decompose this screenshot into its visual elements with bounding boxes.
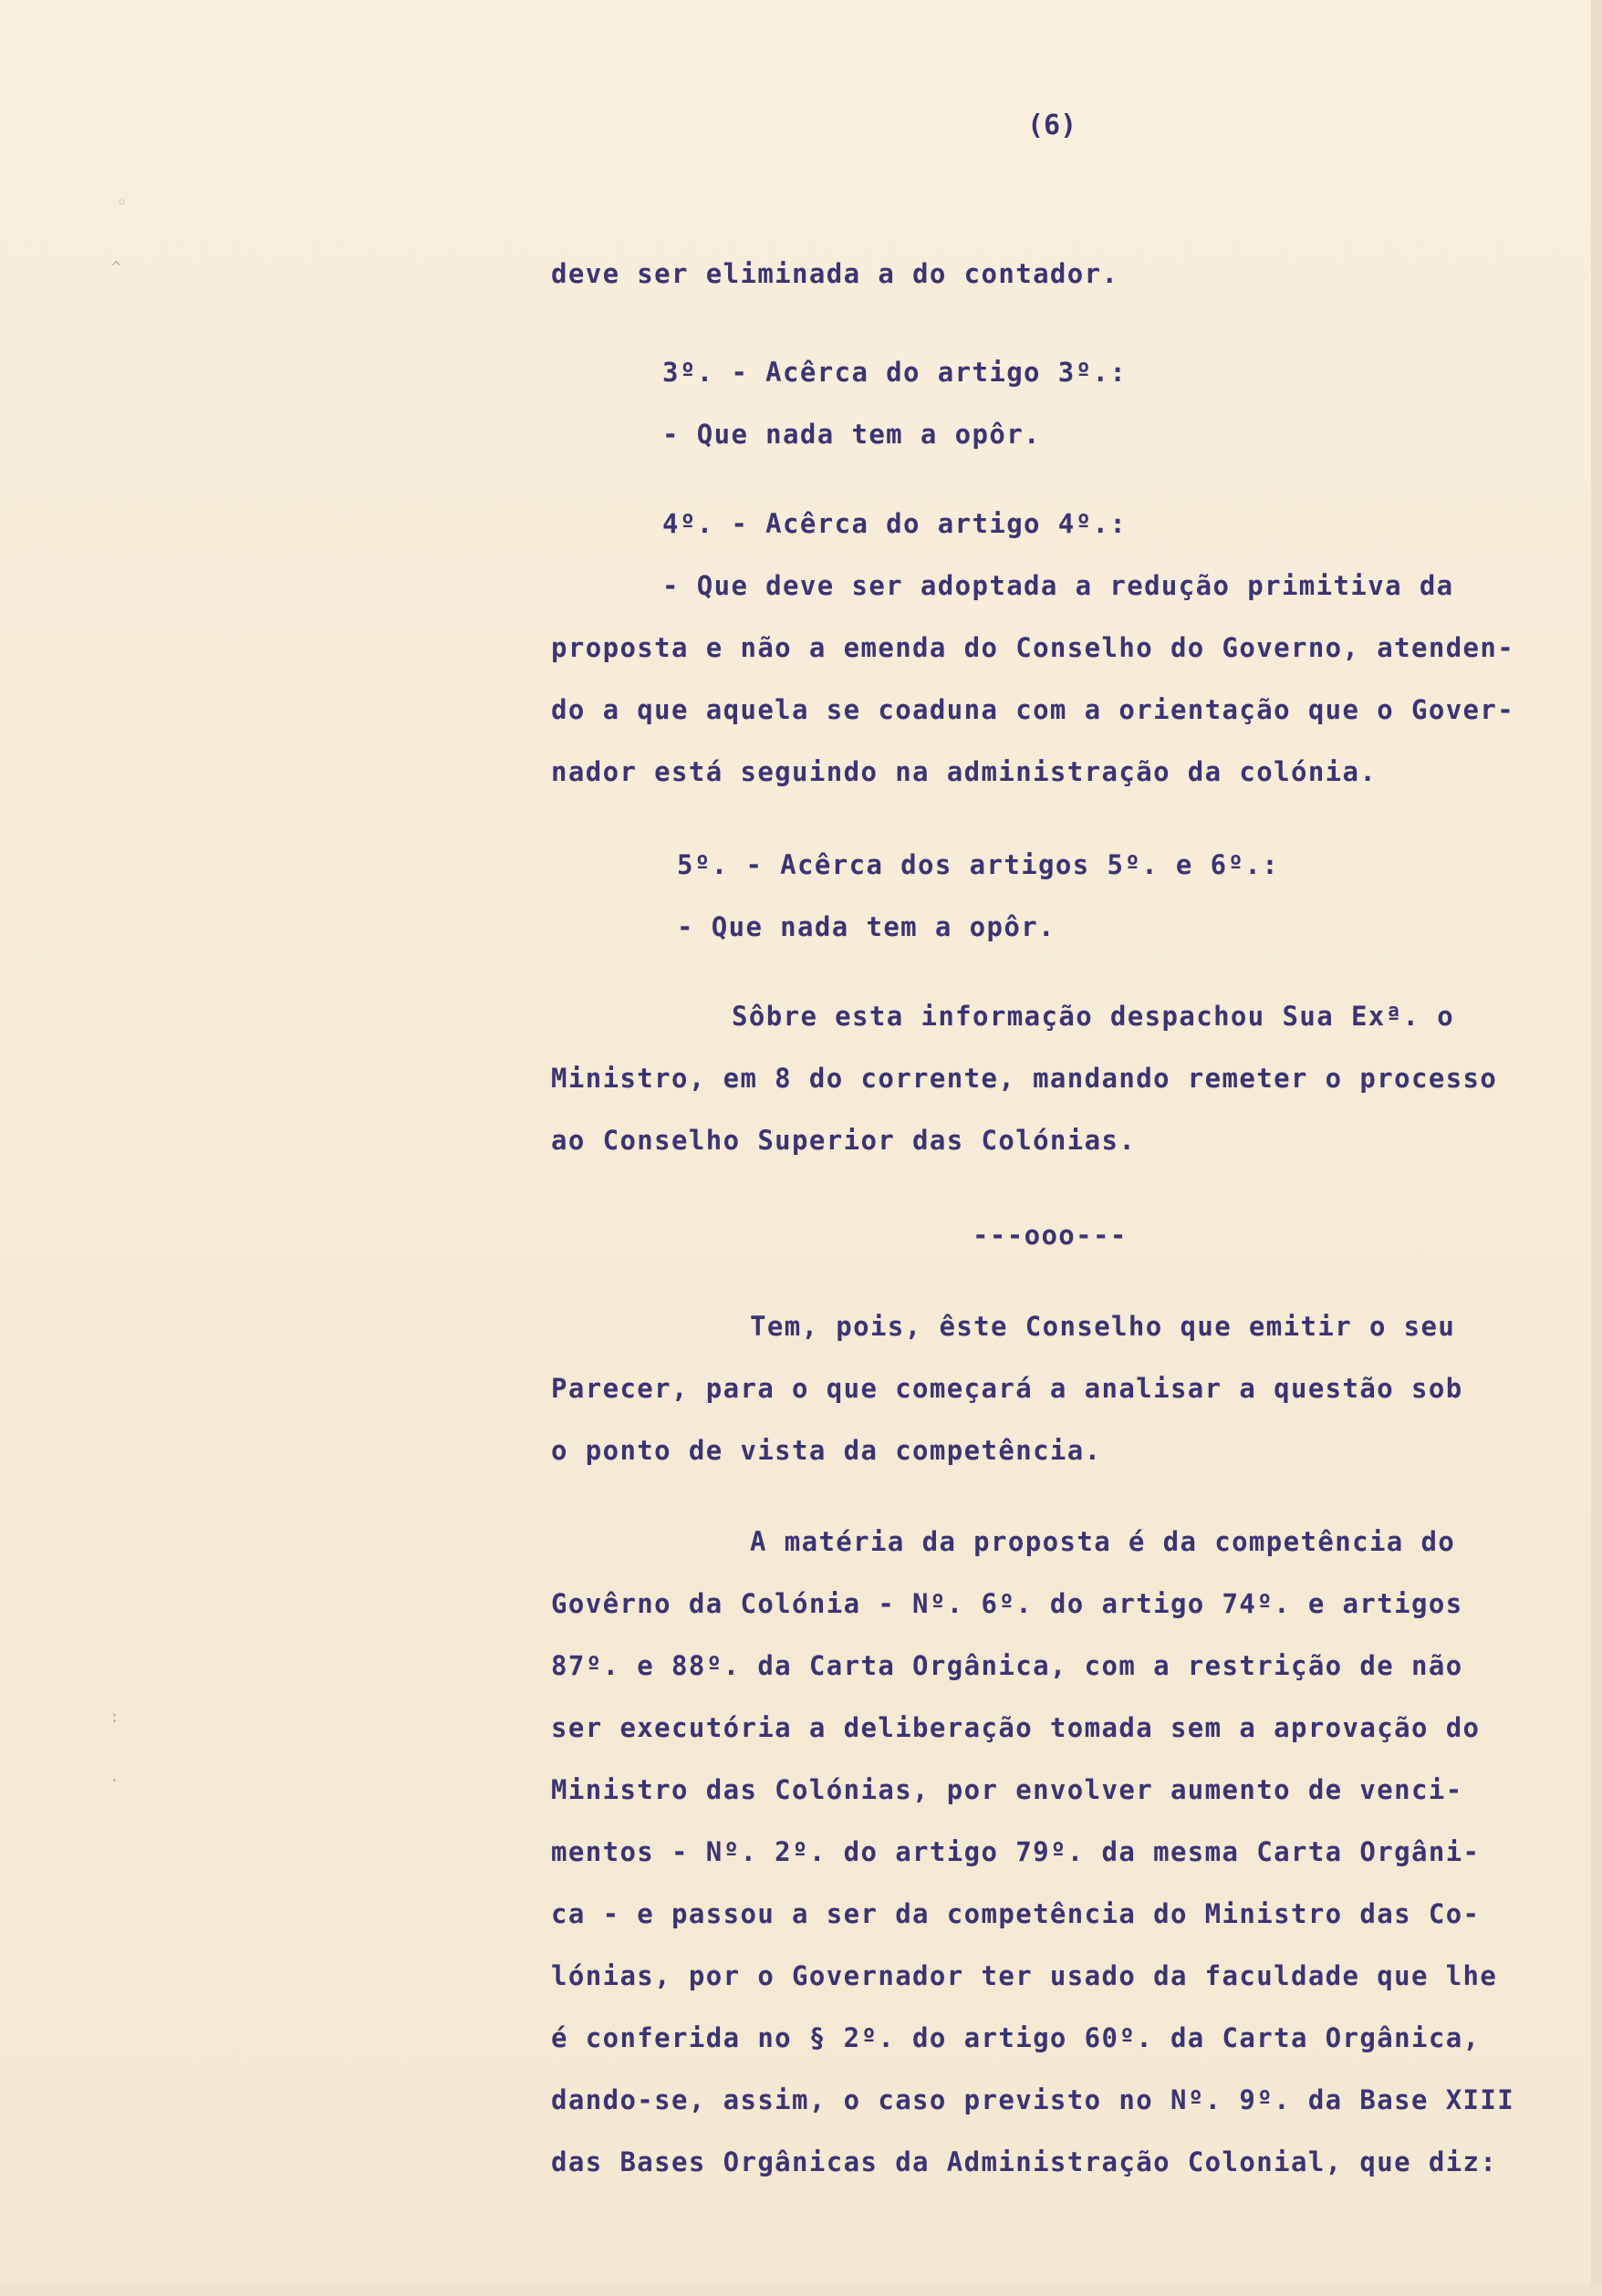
text-line: 4º. - Acêrca do artigo 4º.: bbox=[662, 508, 1128, 539]
text-line: nador está seguindo na administração da colónia. bbox=[551, 756, 1378, 787]
text-line: - Que nada tem a opôr. bbox=[677, 911, 1056, 942]
text-line: lónias, por o Governador ter usado da faculdade que lhe bbox=[551, 1960, 1498, 1991]
text-line: Ministro das Colónias, por envolver aumento de venci- bbox=[551, 1774, 1463, 1805]
text-line: Sôbre esta informação despachou Sua Exª. o bbox=[732, 1001, 1455, 1032]
page-edge-right bbox=[1591, 0, 1602, 2296]
text-line: das Bases Orgânicas da Administração Colonial, que diz: bbox=[551, 2146, 1498, 2177]
page-edge-bottom bbox=[0, 2285, 1602, 2296]
text-line: mentos - Nº. 2º. do artigo 79º. da mesma Carta Orgâni- bbox=[551, 1836, 1481, 1867]
page-number: (6) bbox=[1027, 109, 1077, 141]
text-line: proposta e não a emenda do Conselho do Governo, atenden- bbox=[551, 632, 1515, 663]
text-line: Tem, pois, êste Conselho que emitir o seu bbox=[750, 1311, 1456, 1342]
text-line: 87º. e 88º. da Carta Orgânica, com a restrição de não bbox=[551, 1650, 1463, 1681]
text-line: - Que deve ser adoptada a redução primitiva da bbox=[662, 570, 1454, 601]
text-line: deve ser eliminada a do contador. bbox=[551, 258, 1119, 289]
text-line: Govêrno da Colónia - Nº. 6º. do artigo 74º. e artigos bbox=[551, 1588, 1463, 1619]
text-line: do a que aquela se coaduna com a orientação que o Gover- bbox=[551, 694, 1515, 725]
text-line: ser executória a deliberação tomada sem a aprovação do bbox=[551, 1712, 1481, 1743]
text-line: A matéria da proposta é da competência do bbox=[750, 1526, 1456, 1557]
text-line: Ministro, em 8 do corrente, mandando remeter o processo bbox=[551, 1063, 1498, 1094]
text-line: o ponto de vista da competência. bbox=[551, 1435, 1102, 1466]
text-line: ao Conselho Superior das Colónias. bbox=[551, 1125, 1137, 1156]
margin-mark: : bbox=[109, 1708, 120, 1727]
text-line: - Que nada tem a opôr. bbox=[662, 419, 1041, 450]
section-divider: ---ooo--- bbox=[973, 1220, 1128, 1251]
text-line: dando-se, assim, o caso previsto no Nº. 9º. da Base XIII bbox=[551, 2084, 1515, 2115]
text-line: Parecer, para o que começará a analisar a questão sob bbox=[551, 1373, 1463, 1404]
margin-mark: ◦ bbox=[117, 193, 127, 213]
text-line: é conferida no § 2º. do artigo 60º. da Carta Orgânica, bbox=[551, 2022, 1481, 2053]
margin-mark: ^ bbox=[111, 258, 121, 277]
text-line: 3º. - Acêrca do artigo 3º.: bbox=[662, 357, 1128, 388]
margin-mark: · bbox=[109, 1771, 120, 1791]
text-line: ca - e passou a ser da competência do Ministro das Co- bbox=[551, 1898, 1481, 1929]
text-line: 5º. - Acêrca dos artigos 5º. e 6º.: bbox=[677, 849, 1280, 880]
